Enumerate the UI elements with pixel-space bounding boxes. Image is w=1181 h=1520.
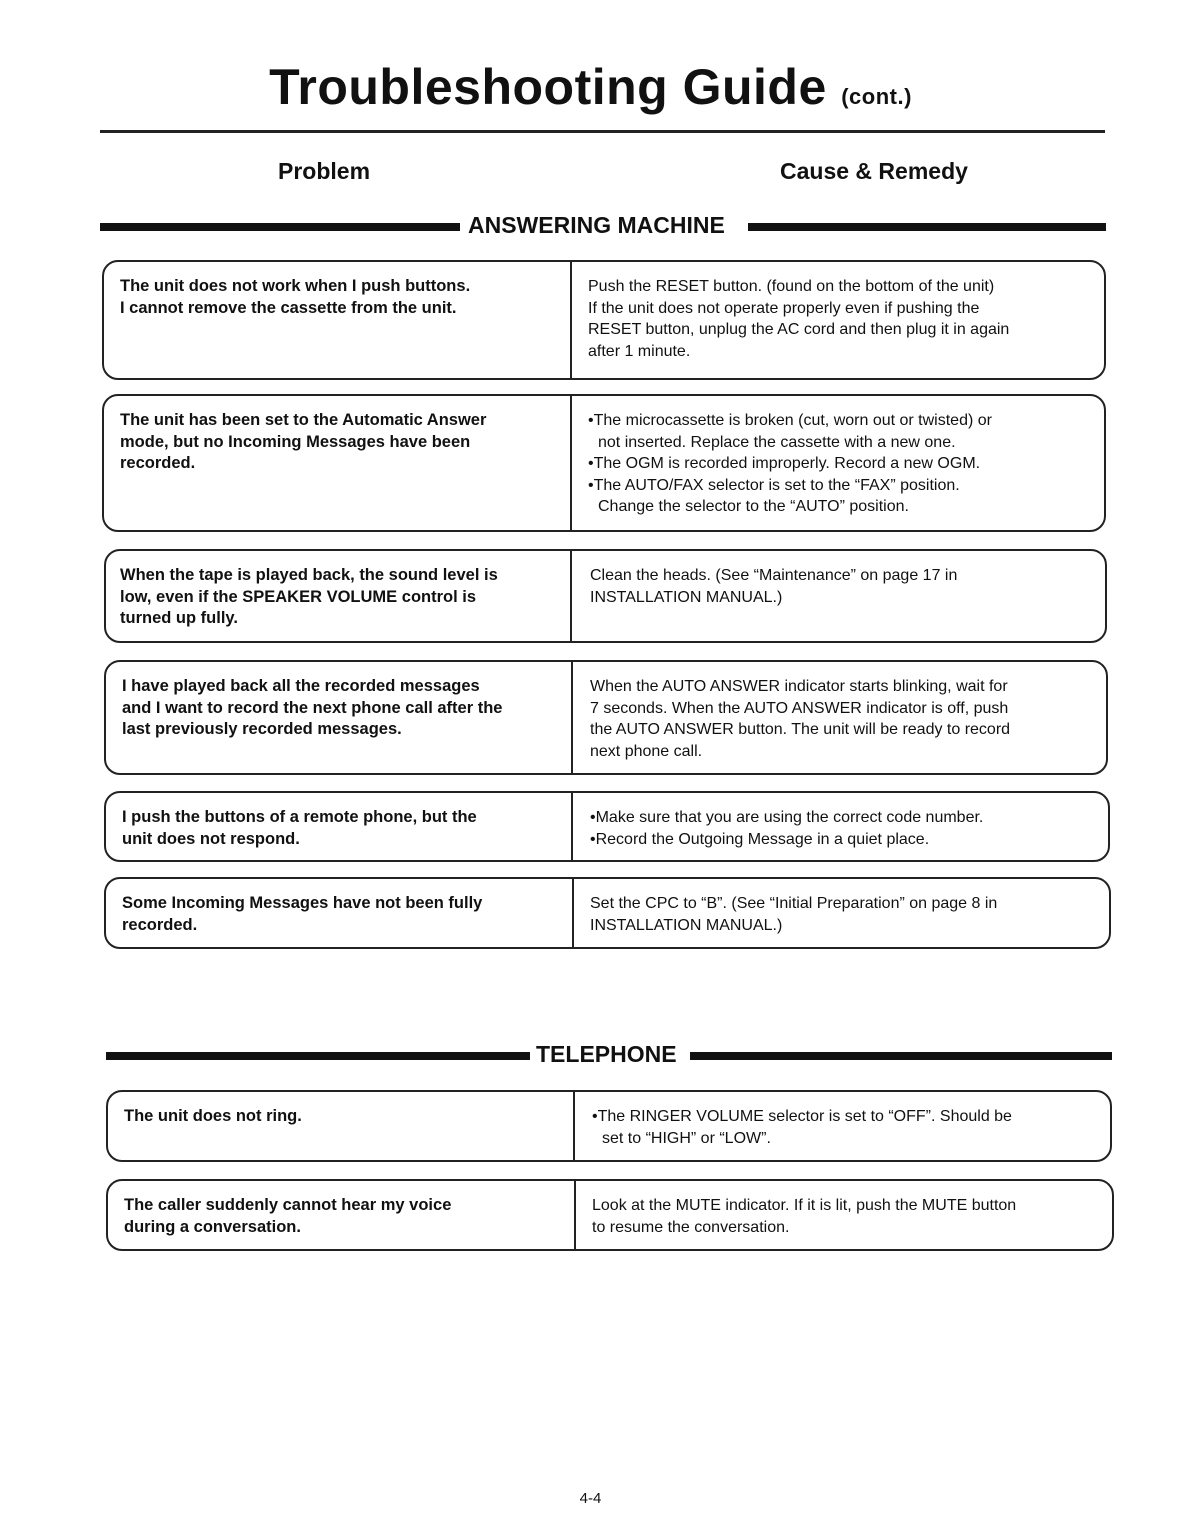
problem-text: The unit has been set to the Automatic Answer mode, but no Incoming Messages have been recorded.: [120, 411, 487, 472]
answering-row-2: [102, 394, 1106, 532]
row-divider: [572, 877, 574, 949]
problem-text: The caller suddenly cannot hear my voice during a conversation.: [124, 1196, 452, 1236]
remedy-text: Clean the heads. (See “Maintenance” on page 17 in INSTALLATION MANUAL.): [590, 567, 958, 606]
answering-row-5: [104, 791, 1110, 862]
telephone-section-header: [106, 1041, 1112, 1071]
telephone-section-title: TELEPHONE: [536, 1041, 677, 1067]
title-rule: [100, 130, 1105, 133]
answering-machine-section-header: [100, 212, 1106, 242]
problem-text: The unit does not work when I push buttons. I cannot remove the cassette from the unit.: [120, 277, 471, 317]
section-bar-right: [690, 1052, 1112, 1060]
remedy-text: Set the CPC to “B”. (See “Initial Preparation” on page 8 in INSTALLATION MANUAL.): [590, 895, 998, 934]
page-number: 4-4: [579, 1490, 602, 1507]
answering-row-1: [102, 260, 1106, 380]
remedy-text: •The microcassette is broken (cut, worn out or twisted) or not inserted. Replace the cassette with a new one. •The OGM is recorded improperly. Record a new OGM. •The AUTO/FAX selector is set to the “FAX” position. Change the selector to the “AUTO” position.: [588, 412, 992, 515]
row-divider: [570, 549, 572, 643]
problem-column-header: Problem: [278, 158, 371, 184]
problem-text: I push the buttons of a remote phone, but the unit does not respond.: [122, 808, 477, 848]
section-bar-left: [100, 223, 460, 231]
row-divider: [574, 1179, 576, 1251]
row-divider: [571, 660, 573, 775]
problem-text: When the tape is played back, the sound level is low, even if the SPEAKER VOLUME control is turned up fully.: [120, 566, 498, 627]
answering-machine-section-title: ANSWERING MACHINE: [468, 212, 725, 238]
problem-text: I have played back all the recorded messages and I want to record the next phone call after the last previously recorded messages.: [122, 677, 503, 738]
section-bar-right: [748, 223, 1106, 231]
telephone-row-1: [106, 1090, 1112, 1162]
answering-row-4: [104, 660, 1108, 775]
remedy-text: Look at the MUTE indicator. If it is lit, push the MUTE button to resume the conversation.: [592, 1197, 1017, 1236]
remedy-text: •Make sure that you are using the correct code number. •Record the Outgoing Message in a quiet place.: [590, 809, 984, 848]
answering-row-6: [104, 877, 1111, 949]
remedy-text: Push the RESET button. (found on the bottom of the unit) If the unit does not operate properly even if pushing the RESET button, unplug the AC cord and then plug it in again after 1 minute.: [588, 278, 1010, 360]
answering-row-3: [104, 549, 1107, 643]
row-divider: [570, 394, 572, 532]
title-main: Troubleshooting Guide: [269, 59, 827, 115]
telephone-row-2: [106, 1179, 1114, 1251]
remedy-text: When the AUTO ANSWER indicator starts blinking, wait for 7 seconds. When the AUTO ANSWER indicator is off, push the AUTO ANSWER button. The unit will be ready to record next phone call.: [590, 678, 1011, 760]
remedy-column-header: Cause & Remedy: [780, 158, 968, 184]
page-title: [0, 58, 1181, 116]
remedy-text: •The RINGER VOLUME selector is set to “OFF”. Should be set to “HIGH” or “LOW”.: [592, 1108, 1012, 1147]
problem-text: The unit does not ring.: [124, 1107, 302, 1125]
section-bar-left: [106, 1052, 530, 1060]
row-divider: [573, 1090, 575, 1162]
row-divider: [570, 260, 572, 380]
title-suffix: (cont.): [841, 84, 912, 109]
problem-text: Some Incoming Messages have not been fully recorded.: [122, 894, 483, 934]
row-divider: [571, 791, 573, 862]
